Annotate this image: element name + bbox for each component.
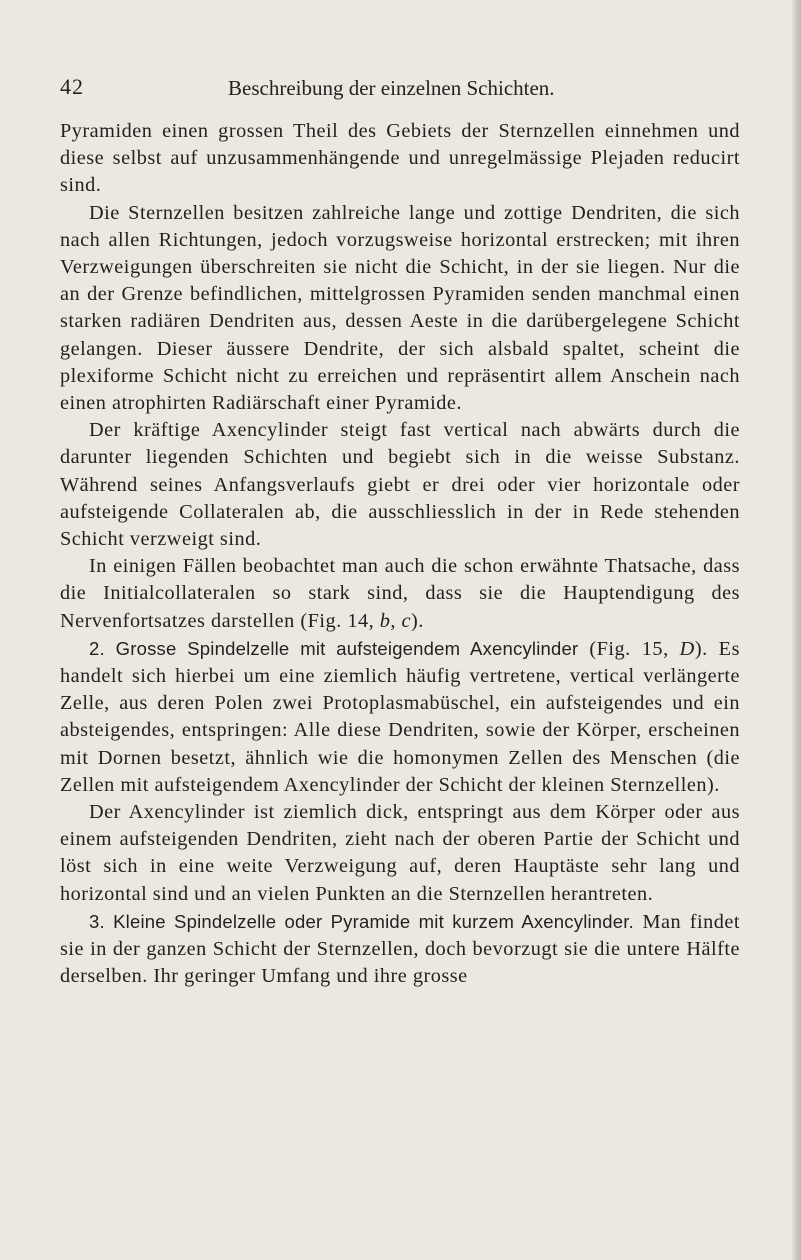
paragraph-3-text: Der kräftige Axencylinder steigt fast vertical nach abwärts durch die darunter liegenden Schichten und begiebt sich in die weisse Substanz. Während seines Anfangsverlaufs giebt er drei oder vier horizontale oder aufsteigende Collateralen ab, die ausschliesslich in der in Rede stehenden Schicht verzweigt sind. — [60, 419, 740, 551]
page-edge-shadow — [791, 0, 801, 1260]
paragraph-3 — [60, 417, 740, 553]
page-number: 42 — [60, 74, 84, 99]
body-text — [60, 118, 740, 991]
paragraph-6 — [60, 799, 740, 908]
paragraph-2 — [60, 200, 740, 418]
paragraph-5-fig: (Fig. 15, — [578, 637, 680, 660]
paragraph-5-text: ). Es handelt sich hierbei um eine ziemlich häufig vertretene, vertical verlängerte Zelle, aus deren Polen zwei Protoplasmabüschel, ein aufsteigendes und ein absteigendes, entspringen: Alle diese Dendriten, sowie der Körper, erscheinen mit Dornen besetzt, ähnlich wie die homonymen Zellen des Menschen (die Zellen mit aufsteigendem Axencylinder der Schicht der kleinen Sternzellen). — [60, 637, 740, 796]
paragraph-6-text: Der Axencylinder ist ziemlich dick, entspringt aus dem Körper oder aus einem aufsteigenden Dendriten, zieht nach der oberen Partie der Schicht und löst sich in eine weite Verzweigung auf, deren Hauptäste sehr lang und horizontal sind und an vielen Punkten an die Sternzellen herantreten. — [60, 801, 740, 905]
paragraph-1-text: Pyramiden einen grossen Theil des Gebiets der Sternzellen einnehmen und diese selbst auf unzusammenhängende und unregelmässige Plejaden reducirt sind. — [60, 120, 740, 197]
paragraph-5 — [60, 635, 740, 799]
section-heading-3: 3. Kleine Spindelzelle oder Pyramide mit kurzem Axencylinder. — [89, 910, 634, 932]
paragraph-4-end: ). — [411, 609, 424, 632]
paragraph-1 — [60, 118, 740, 200]
paragraph-7-text: Man findet sie in der ganzen Schicht der Sternzellen, doch bevorzugt sie die untere Hälfte derselben. Ihr geringer Umfang und ihre grosse — [60, 910, 740, 988]
paragraph-4 — [60, 553, 740, 635]
paragraph-2-text: Die Sternzellen besitzen zahlreiche lange und zottige Dendriten, die sich nach allen Richtungen, jedoch vorzugsweise horizontal erstrecken; mit ihren Verzweigungen überschreiten sie nicht die Schicht, in der sie liegen. Nur die an der Grenze befindlichen, mittelgrossen Pyramiden senden manchmal einen starken radiären Dendriten aus, dessen Aeste in die darübergelegene Schicht gelangen. Dieser äussere Dendrite, der sich alsbald spaltet, scheint die plexiforme Schicht nicht zu erreichen und repräsentirt allem Anschein nach einen atrophirten Radiärschaft einer Pyramide. — [60, 201, 740, 415]
paragraph-4-text: In einigen Fällen beobachtet man auch die schon erwähnte Thatsache, dass die Initialcollateralen so stark sind, dass sie die Hauptendigung des Nervenfortsatzes darstellen (Fig. 14, — [60, 555, 740, 632]
running-head: Beschreibung der einzelnen Schichten. — [228, 76, 555, 100]
section-heading-2: 2. Grosse Spindelzelle mit aufsteigendem Axencylinder — [89, 637, 579, 659]
figure-ref-c: c — [401, 609, 412, 632]
figure-ref-d: D — [679, 637, 695, 660]
paragraph-4-sep: , — [390, 609, 402, 632]
page-header — [60, 74, 740, 104]
paragraph-7 — [60, 908, 740, 991]
figure-ref-b: b — [379, 609, 391, 632]
